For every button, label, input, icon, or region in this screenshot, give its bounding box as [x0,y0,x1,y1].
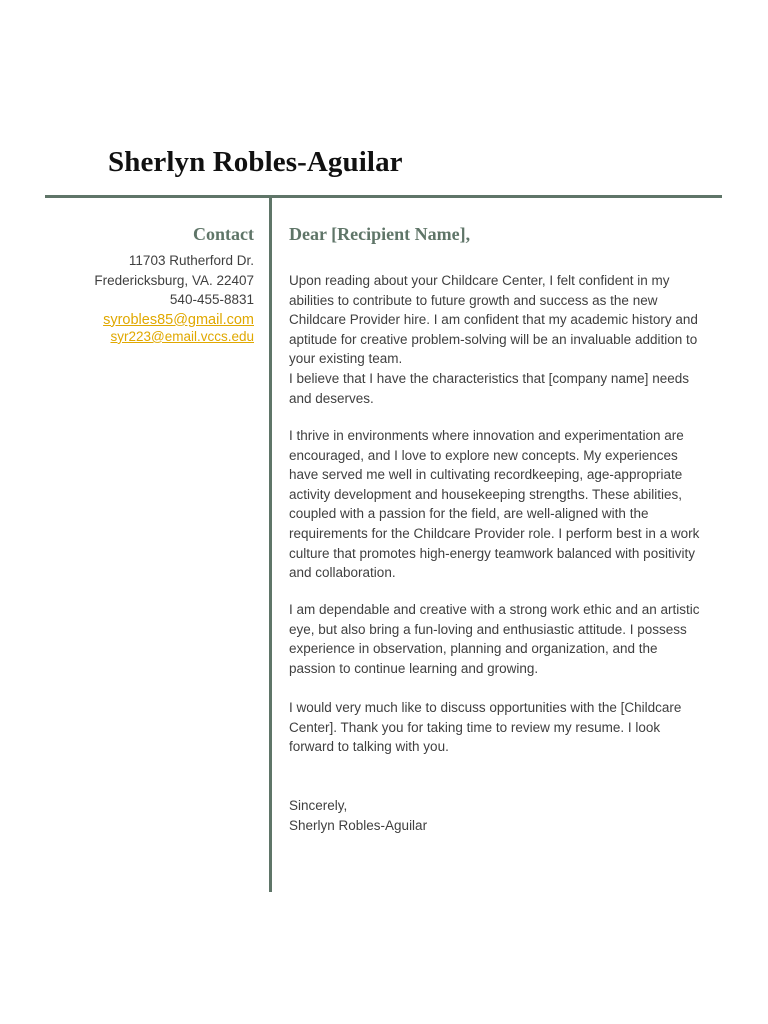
contact-section [94,222,254,344]
paragraph-2 [289,426,719,583]
email-link-primary[interactable]: syrobles85@gmail.com [103,311,254,328]
signature-name: Sherlyn Robles-Aguilar [289,817,428,833]
closing [289,796,719,835]
address-line-1: 11703 Rutherford Dr. [128,253,254,268]
paragraph-4-text: I would very much like to discuss opportunities with the [Childcare Center]. Thank you for taking time to review my resume. I look forward to talking with you. [289,700,682,755]
header-divider [45,195,722,198]
column-divider [269,198,272,892]
email-link-secondary[interactable]: syr223@email.vccs.edu [110,328,254,344]
address-line-2: Fredericksburg, VA. 22407 [94,272,254,288]
closing-text: Sincerely, [289,798,348,813]
paragraph-1-text: Upon reading about your Childcare Center, I felt confident in my abilities to contribute to future growth and success as the new Childcare Provider hire. I am confident that my academic history and aptitude for creative problem-solving will be an invaluable addition to your existing team. I believe that I have the characteristics that [company name] needs and deserves. [289,273,698,406]
contact-heading: Contact [193,224,254,244]
paragraph-3 [289,600,719,678]
paragraph-1 [289,271,719,408]
paragraph-3-text: I am dependable and creative with a strong work ethic and an artistic eye, but also bring a fun-loving and enthusiastic attitude. I possess experience in observation, planning and organization, and the passion to continue learning and growing. [289,602,700,676]
author-name: Sherlyn Robles-Aguilar [108,146,403,178]
letter-body [289,222,719,833]
phone-number: 540-455-8831 [169,292,254,308]
paragraph-4 [289,698,719,757]
letter-greeting: Dear [Recipient Name], [289,224,471,244]
paragraph-2-text: I thrive in environments where innovation and experimentation are encouraged, and I love to explore new concepts. My experiences have served me well in cultivating recordkeeping, age-appropriate activity development and housekeeping strengths. These abilities, coupled with a passion for the field, are well-aligned with the requirements for the Childcare Provider role. I perform best in a work culture that promotes high-energy teamwork balanced with positivity and collaboration. [289,428,700,581]
